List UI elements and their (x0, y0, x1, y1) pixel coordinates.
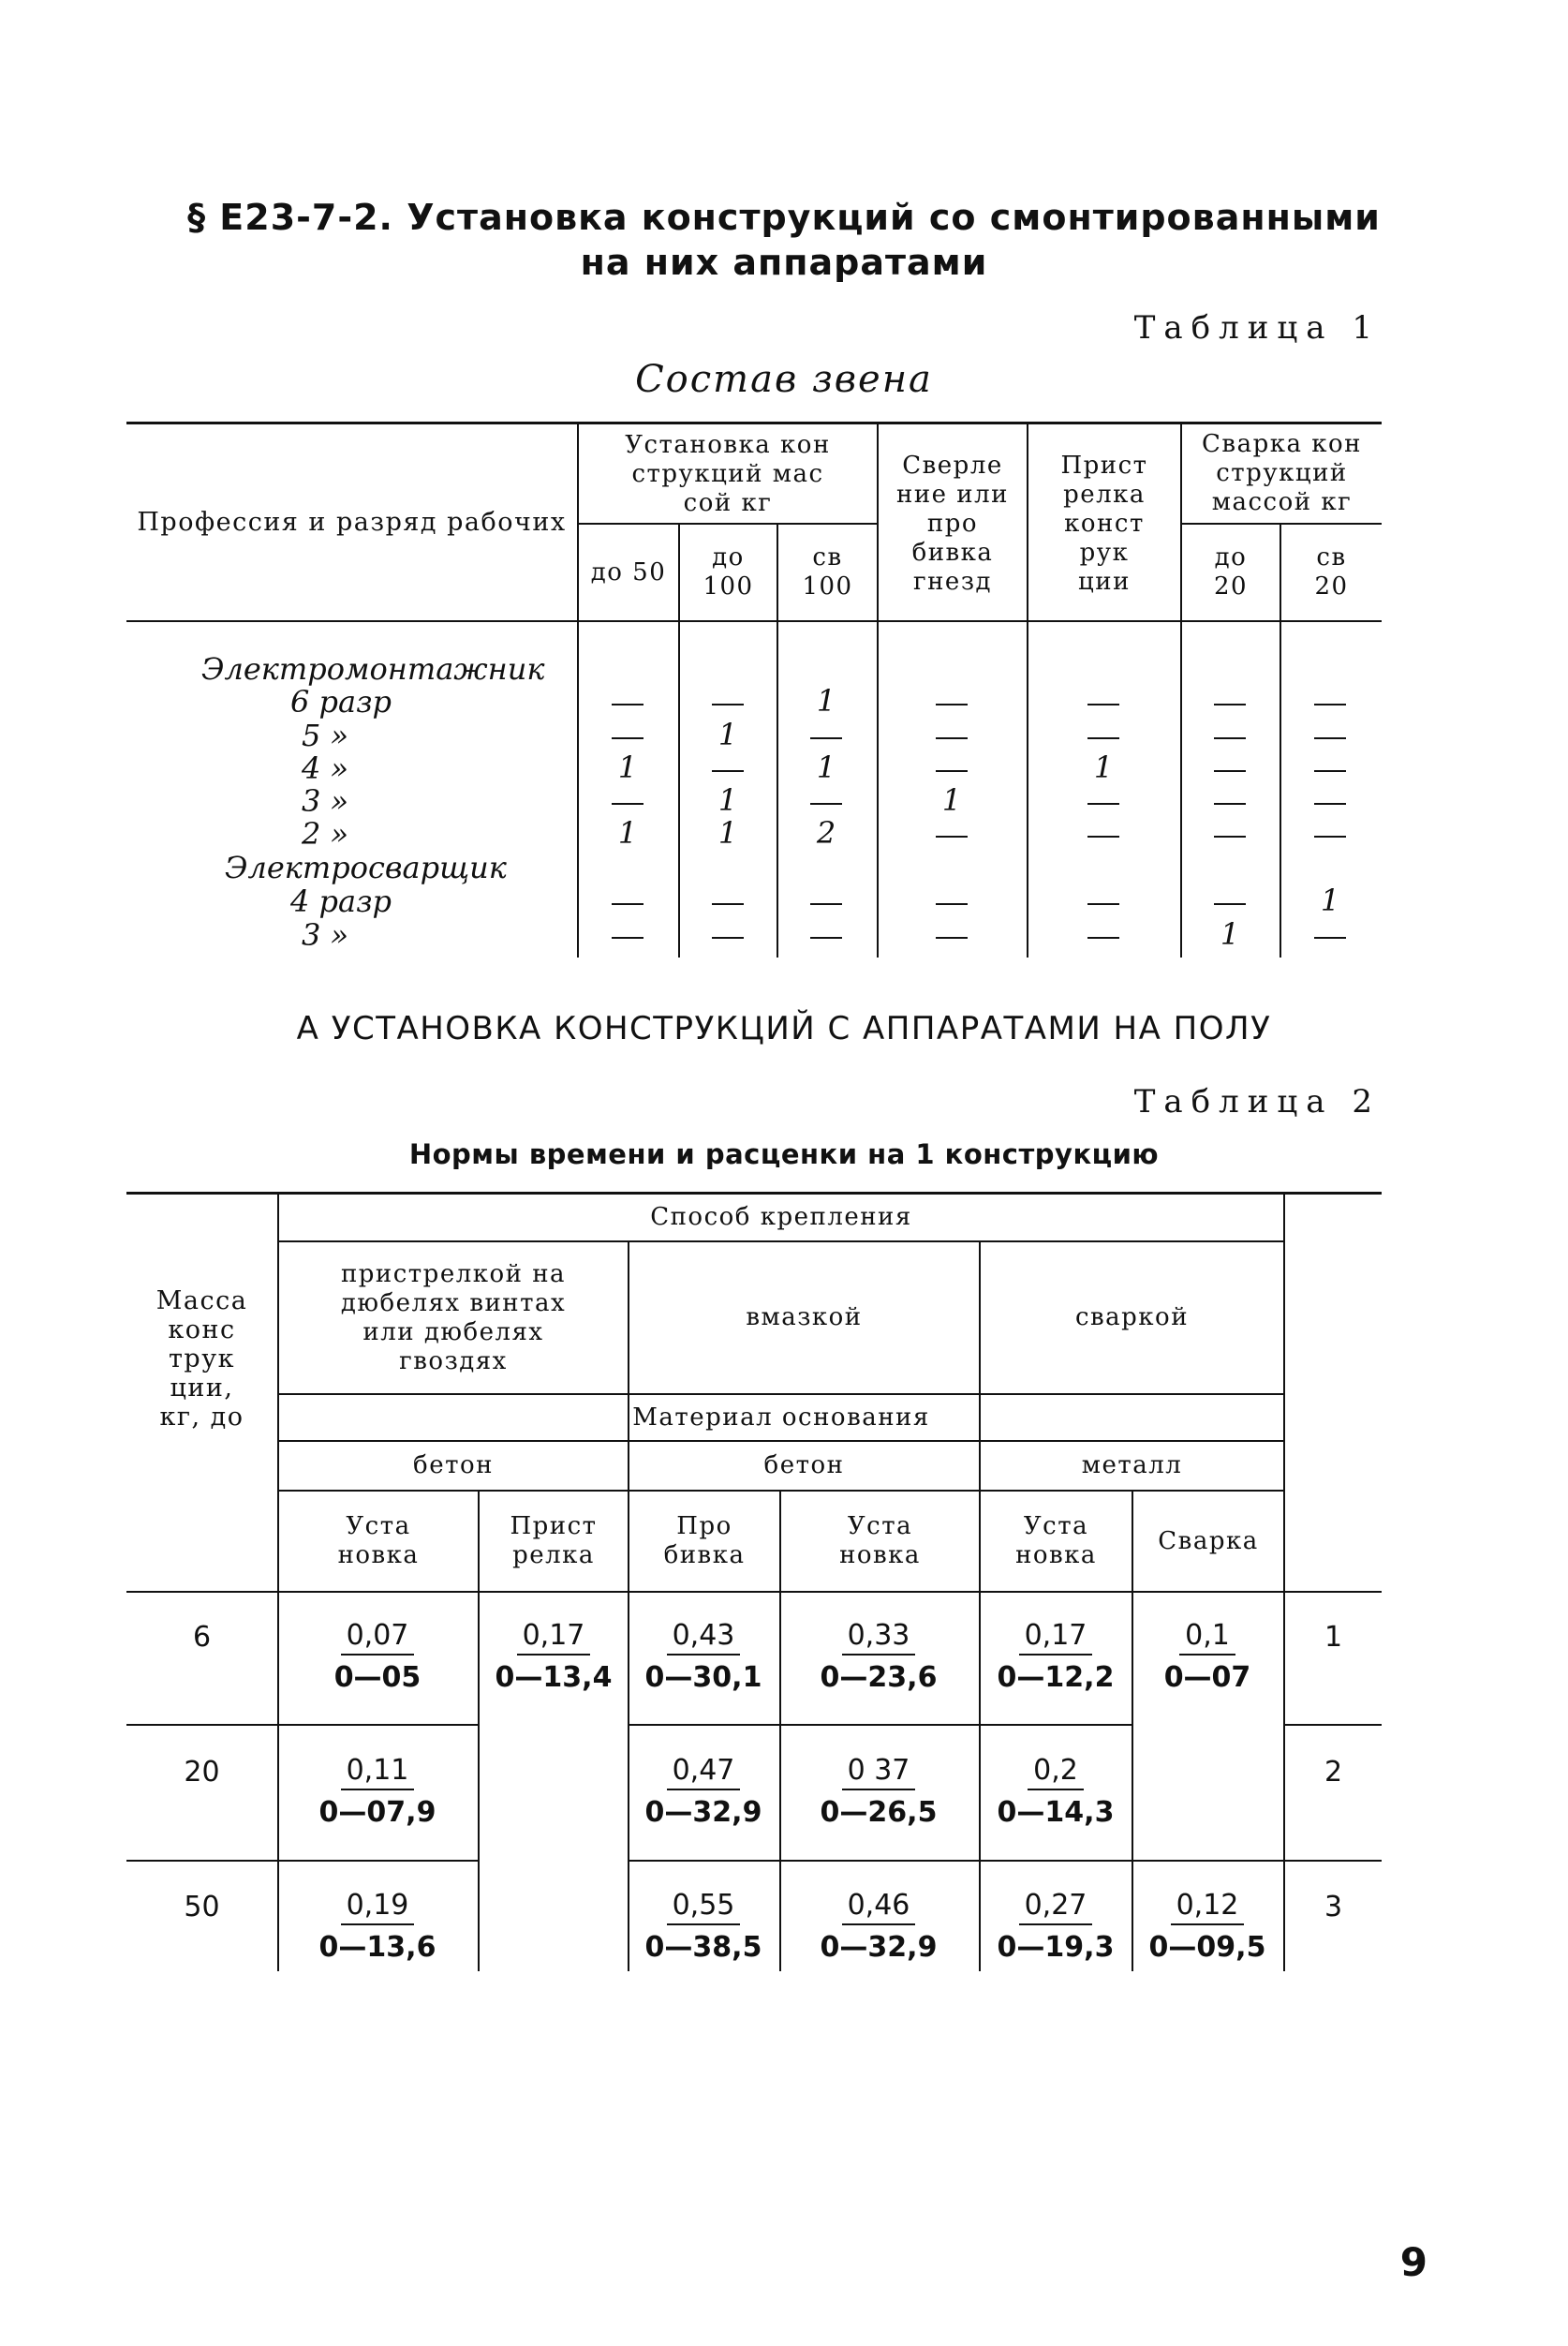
t2-rate: 0—12,2 (997, 1661, 1115, 1694)
t2-rate: 0—09,5 (1148, 1931, 1266, 1964)
t1-dash (612, 737, 643, 739)
t1-header-drill: Сверле ние или про бивка гнезд (896, 451, 1009, 596)
t1-dash (1087, 836, 1119, 838)
t1-value: 1 (717, 815, 738, 851)
t2-rate: 0—07 (1163, 1661, 1251, 1694)
t2-header-mass: Масса конс трук ции, кг, до (155, 1285, 248, 1432)
t2-norm-time: 0,12 (1171, 1889, 1245, 1925)
t2-norm-time: 0,27 (1019, 1889, 1093, 1925)
t2-norm-time: 0,46 (842, 1889, 916, 1925)
table2-caption: Нормы времени и расценки на 1 конструкцию (408, 1138, 1160, 1170)
t2-header-metal: металл (1081, 1451, 1183, 1479)
t1-dash (712, 770, 744, 772)
t2-header-beton1: бетон (413, 1451, 494, 1479)
t1-dash (612, 704, 643, 705)
t2-rate: 0—14,3 (997, 1796, 1115, 1829)
t1-dash (1087, 704, 1119, 705)
t1-row-label: Электросварщик (225, 850, 507, 885)
section-title-line2: на них аппаратами (580, 242, 988, 283)
t2-rate-cell (971, 1889, 1140, 1964)
t2-header-m1: пристрелкой на дюбелях винтах или дюбелях гвоздях (340, 1259, 567, 1375)
section-title-line1: § Е23-7-2. Установка конструкций со смонтированными (187, 197, 1381, 238)
t2-rate: 0—05 (333, 1661, 422, 1694)
t2-rate-cell (971, 1619, 1140, 1694)
t1-row-label: 4 разр (290, 883, 392, 919)
t2-rate-cell (619, 1889, 788, 1964)
t2-header-c1: Уста новка (337, 1512, 420, 1569)
t2-norm-time: 0,1 (1179, 1619, 1235, 1656)
t1-value: 1 (1093, 750, 1114, 785)
t2-rate-cell (619, 1619, 788, 1694)
t2-rate-cell (293, 1754, 462, 1829)
t1-row-label: 3 » (302, 783, 349, 819)
t2-norm-time: 0,55 (667, 1889, 741, 1925)
t2-header-m2: вмазкой (746, 1303, 863, 1331)
t1-dash (1214, 803, 1246, 805)
t2-rate-cell (794, 1889, 963, 1964)
t2-header-c3: Про бивка (663, 1512, 746, 1569)
t1-row-label: 3 » (302, 917, 349, 953)
t1-dash (1314, 937, 1346, 939)
t2-norm-time: 0,47 (667, 1754, 741, 1790)
t2-header-beton2: бетон (763, 1451, 845, 1479)
t2-rate: 0—26,5 (820, 1796, 938, 1829)
t2-row-number: 1 (1324, 1621, 1343, 1654)
t2-rate: 0—13,6 (318, 1931, 436, 1964)
t2-norm-time: 0,17 (517, 1619, 591, 1656)
t1-dash (612, 937, 643, 939)
t2-norm-time: 0,2 (1028, 1754, 1084, 1790)
t1-row-label: Электромонтажник (201, 651, 545, 687)
t1-value: 1 (941, 782, 962, 818)
t2-rate: 0—30,1 (644, 1661, 762, 1694)
t1-dash (1087, 937, 1119, 939)
t2-norm-time: 0,07 (341, 1619, 415, 1656)
t2-row-number: 2 (1324, 1756, 1343, 1789)
t1-header-do100: до 100 (703, 543, 754, 601)
t1-dash (1314, 704, 1346, 705)
t1-value: 1 (717, 782, 738, 818)
t2-rate-cell (469, 1619, 638, 1694)
t2-rate-cell (293, 1619, 462, 1694)
t1-dash (936, 737, 968, 739)
t2-rate: 0—38,5 (644, 1931, 762, 1964)
t2-header-m3: сваркой (1074, 1303, 1190, 1331)
t1-row-label: 5 » (302, 718, 349, 753)
t2-rate-cell (1123, 1889, 1292, 1964)
t1-dash (936, 704, 968, 705)
table1-label: Таблица 1 (1133, 309, 1381, 347)
t1-dash (712, 937, 744, 939)
t1-dash (712, 704, 744, 705)
t1-value: 1 (816, 683, 836, 719)
t2-mass: 20 (184, 1756, 220, 1789)
t1-dash (936, 937, 968, 939)
t1-header-profession: Профессия и разряд рабочих (137, 507, 567, 537)
t1-value: 2 (816, 815, 836, 851)
t1-dash (1314, 737, 1346, 739)
t1-value: 1 (617, 750, 638, 785)
t1-header-sv20: св 20 (1314, 543, 1349, 601)
t1-dash (1214, 770, 1246, 772)
t1-dash (810, 803, 842, 805)
t1-dash (712, 903, 744, 905)
t2-norm-time: 0,33 (842, 1619, 916, 1656)
t1-dash (936, 836, 968, 838)
t2-header-method: Способ крепления (650, 1202, 912, 1231)
t2-rate: 0—07,9 (318, 1796, 436, 1829)
t2-norm-time: 0,17 (1019, 1619, 1093, 1656)
t2-norm-time: 0,11 (341, 1754, 415, 1790)
t1-dash (810, 903, 842, 905)
t1-dash (810, 737, 842, 739)
t1-dash (1214, 704, 1246, 705)
t2-rate-cell (293, 1889, 462, 1964)
t1-header-do50: до 50 (590, 557, 667, 586)
t1-row-label: 6 разр (290, 684, 392, 720)
t1-value: 1 (1320, 883, 1340, 918)
t1-dash (1087, 903, 1119, 905)
t1-value: 1 (1220, 916, 1240, 952)
t1-row-label: 2 » (302, 816, 349, 852)
t1-dash (1314, 770, 1346, 772)
t1-value: 1 (617, 815, 638, 851)
t2-norm-time: 0 37 (842, 1754, 916, 1790)
table1-caption: Состав звена (635, 358, 933, 401)
subsection-title: А УСТАНОВКА КОНСТРУКЦИЙ С АППАРАТАМИ НА ПОЛУ (296, 1010, 1272, 1047)
t2-header-c4: Уста новка (839, 1512, 921, 1569)
t1-dash (810, 937, 842, 939)
t2-rate: 0—23,6 (820, 1661, 938, 1694)
t2-mass: 6 (192, 1621, 212, 1654)
t2-rate: 0—19,3 (997, 1931, 1115, 1964)
t2-row-number: 3 (1324, 1891, 1343, 1923)
t2-rate-cell (794, 1619, 963, 1694)
t1-dash (936, 903, 968, 905)
table2-label: Таблица 2 (1133, 1083, 1381, 1121)
t2-norm-time: 0,19 (341, 1889, 415, 1925)
t1-row-label: 4 » (302, 750, 349, 786)
t1-dash (1214, 903, 1246, 905)
t1-header-do20: до 20 (1213, 543, 1249, 601)
t1-dash (936, 770, 968, 772)
t2-header-c6: Сварка (1158, 1526, 1259, 1555)
t1-header-install: Установка кон струкций мас сой кг (625, 430, 831, 517)
t1-header-shoot: Прист релка конст рук ции (1060, 451, 1148, 596)
t1-dash (612, 803, 643, 805)
t2-header-c5: Уста новка (1015, 1512, 1097, 1569)
t1-dash (1314, 836, 1346, 838)
t1-dash (1087, 737, 1119, 739)
t2-header-material: Материал основания (632, 1403, 930, 1432)
t1-dash (1087, 803, 1119, 805)
t2-rate-cell (971, 1754, 1140, 1829)
t2-rate-cell (619, 1754, 788, 1829)
t2-rate-cell (794, 1754, 963, 1829)
t1-header-sv100: св 100 (802, 543, 853, 601)
t2-rate: 0—13,4 (495, 1661, 613, 1694)
t2-norm-time: 0,43 (667, 1619, 741, 1656)
t1-header-weld: Сварка кон струкций массой кг (1202, 429, 1362, 516)
t2-rate-cell (1123, 1619, 1292, 1694)
t1-dash (1214, 737, 1246, 739)
t2-rate: 0—32,9 (644, 1796, 762, 1829)
t1-dash (612, 903, 643, 905)
t1-dash (1314, 803, 1346, 805)
t2-rate: 0—32,9 (820, 1931, 938, 1964)
page-number: 9 (1399, 2239, 1427, 2285)
t1-value: 1 (717, 717, 738, 752)
t1-dash (1214, 836, 1246, 838)
t2-mass: 50 (184, 1891, 220, 1923)
t1-value: 1 (816, 750, 836, 785)
t2-header-c2: Прист релка (510, 1512, 598, 1569)
